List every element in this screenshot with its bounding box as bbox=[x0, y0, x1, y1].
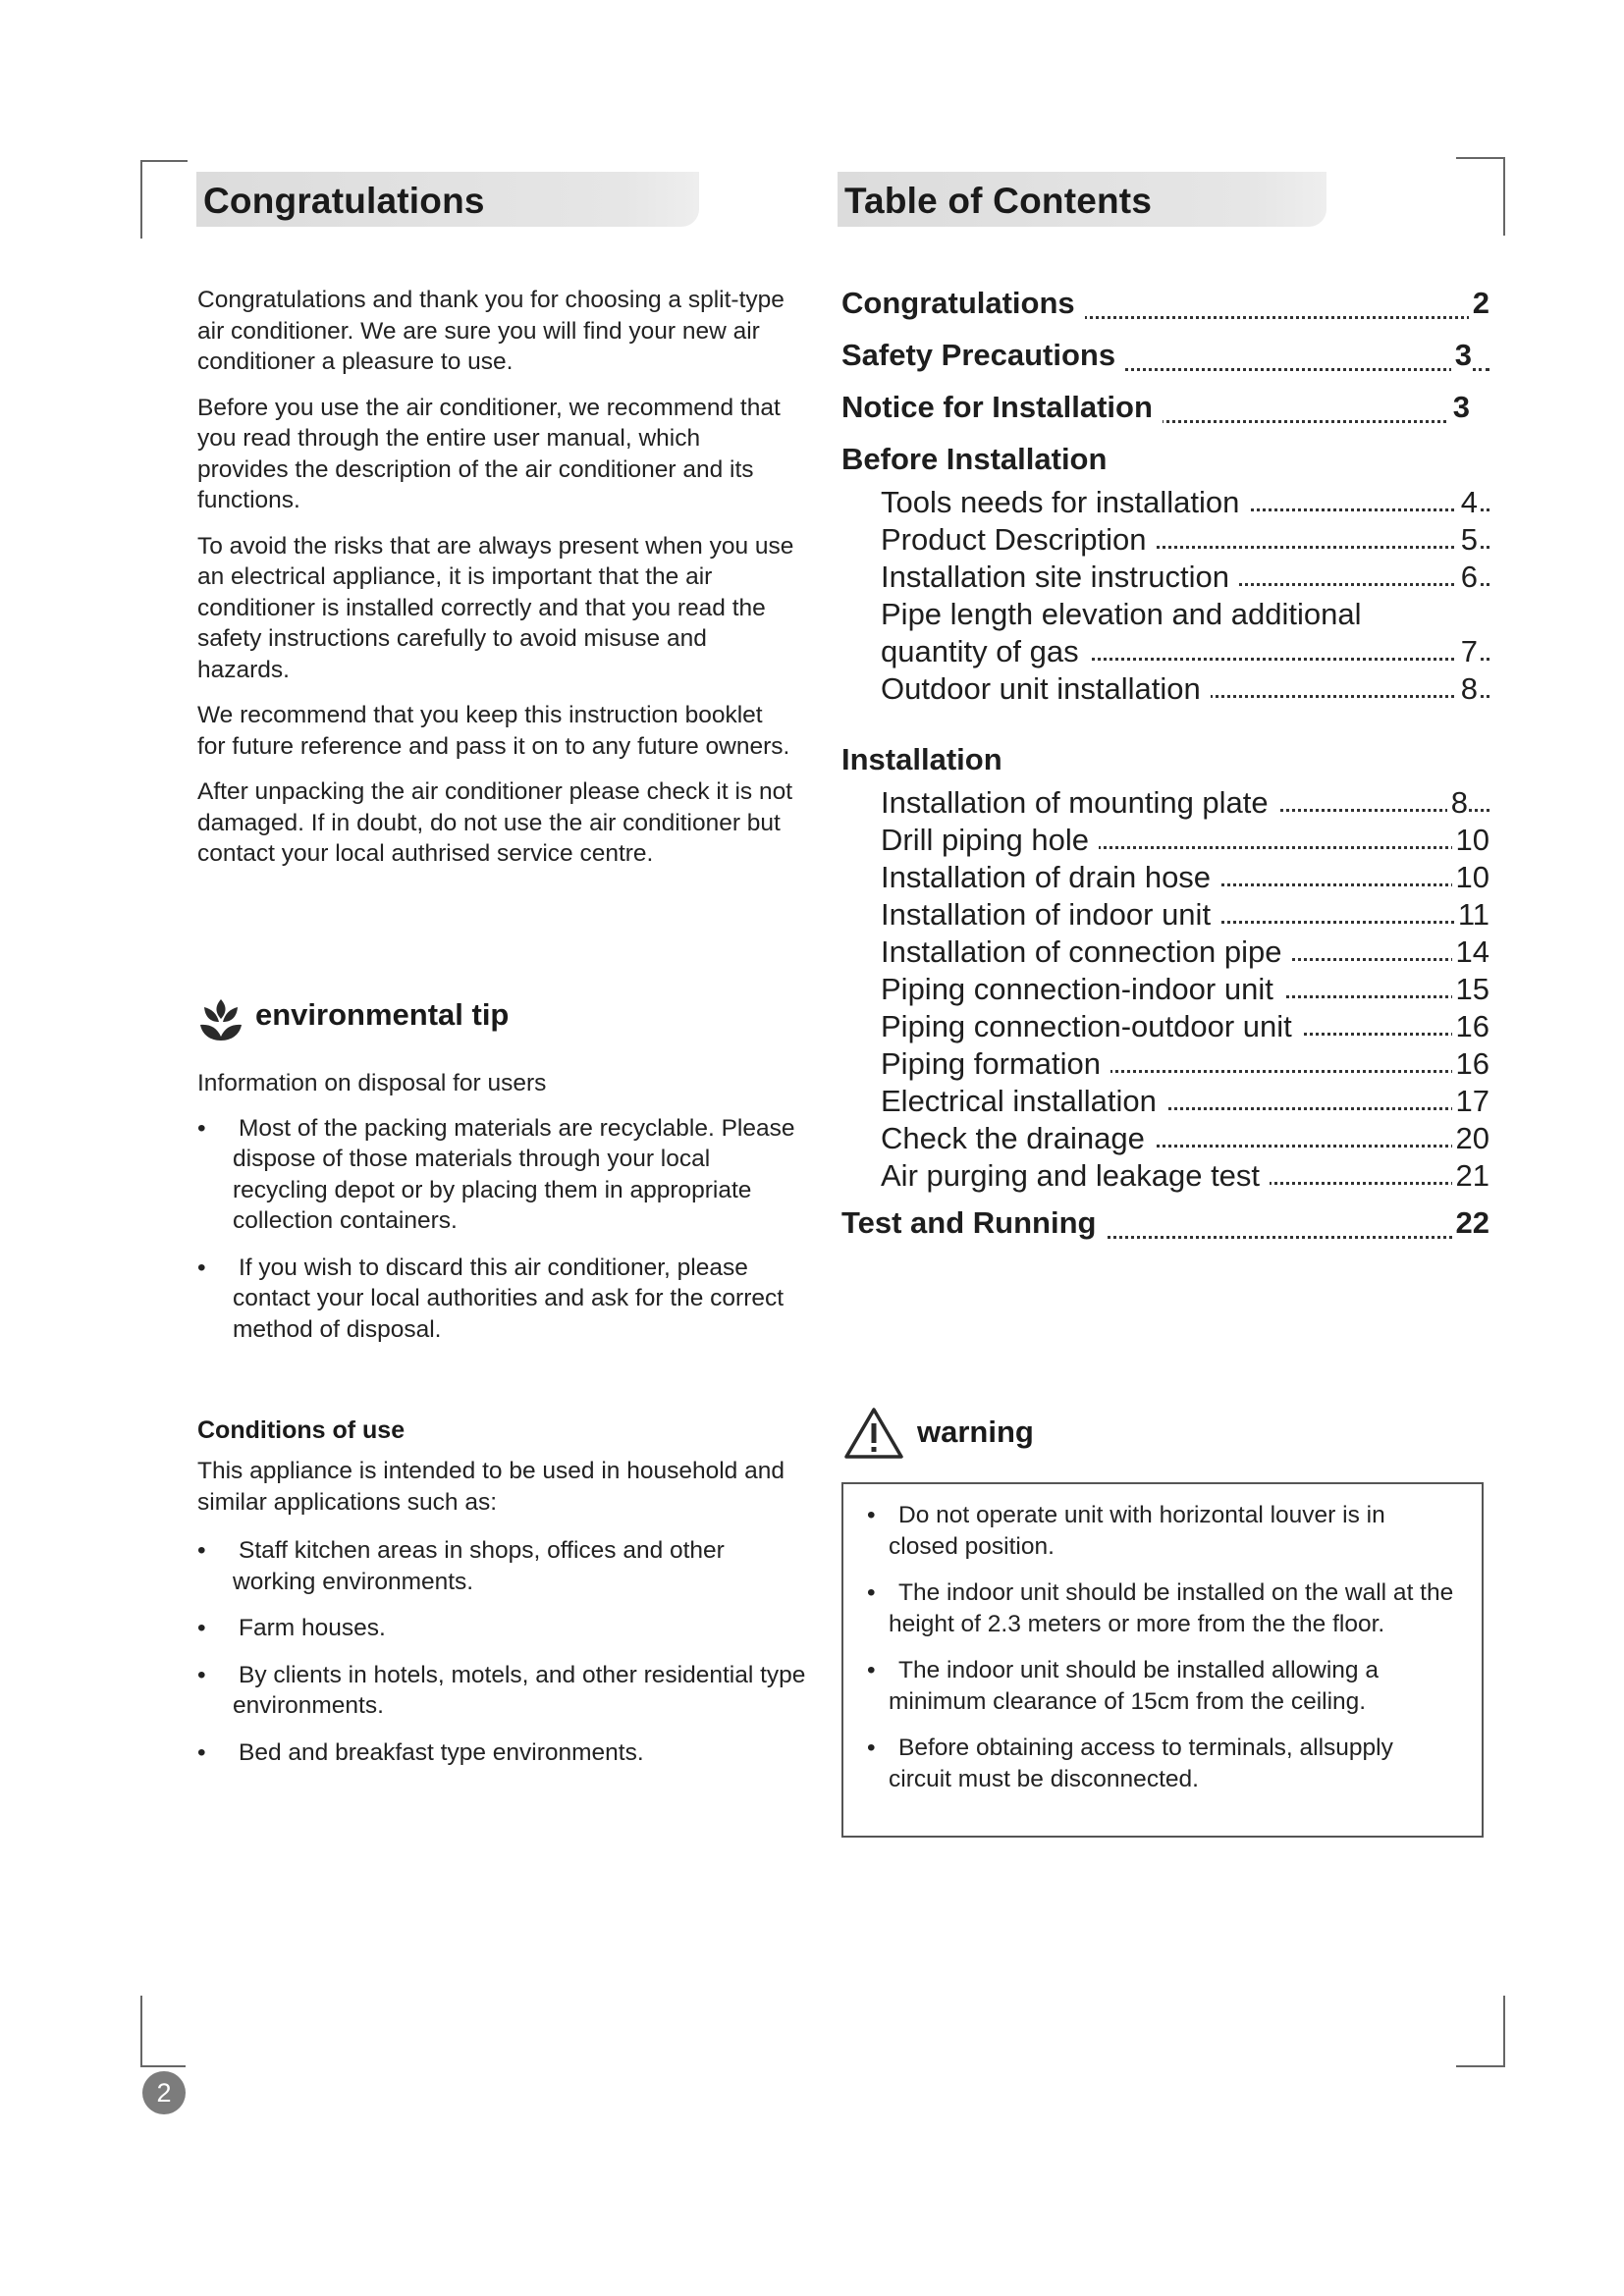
crop-mark-bottom-right-v bbox=[1503, 1996, 1505, 2066]
congratulations-paragraph-2: Before you use the air conditioner, we recommend that you read through the entire user manual, which provides the description of the air conditioner and its functions. bbox=[197, 394, 781, 513]
congratulations-paragraph-3: To avoid the risks that are always present when you use an electrical appliance, it is important that the air conditioner is installed correctly and that you read the safety instructions carefully to avoid misuse and hazards. bbox=[197, 532, 794, 683]
toc-entry-indoor-unit[interactable]: Installation of indoor unit 11 bbox=[881, 897, 1489, 932]
leaf-icon bbox=[196, 995, 245, 1044]
toc-entry-installation-site[interactable]: Installation site instruction 6 bbox=[841, 559, 1489, 596]
toc-entry-air-purging[interactable]: Air purging and leakage test 21 bbox=[881, 1158, 1489, 1193]
bullet-dot: • bbox=[197, 1114, 206, 1142]
environmental-bullet: • If you wish to discard this air conditioner, please contact your local authorities and ask for the correct method of disposal. bbox=[197, 1254, 785, 1343]
congratulations-body bbox=[197, 285, 796, 884]
toc-entry-safety-precautions[interactable]: Safety Precautions 3 bbox=[841, 331, 1489, 383]
conditions-bullet: • Bed and breakfast type environments. bbox=[197, 1737, 806, 1769]
toc-entry-outdoor-unit[interactable]: Outdoor unit installation 8 bbox=[841, 670, 1489, 708]
warning-bullet: • Do not operate unit with horizontal louver is in closed position. bbox=[867, 1502, 1385, 1560]
toc-entry-electrical-installation[interactable]: Electrical installation 17 bbox=[881, 1084, 1489, 1118]
warning-list bbox=[867, 1500, 1456, 1810]
congratulations-paragraph-1: Congratulations and thank you for choosing a split-type air conditioner. We are sure you will find your new air conditioner a pleasure to use. bbox=[197, 287, 785, 375]
toc-entry-connection-pipe[interactable]: Installation of connection pipe 14 bbox=[881, 934, 1489, 969]
toc-entry-drain-hose[interactable]: Installation of drain hose 10 bbox=[881, 860, 1489, 894]
environmental-tip-title: environmental tip bbox=[255, 997, 510, 1032]
toc-header bbox=[838, 172, 1326, 227]
congratulations-header bbox=[196, 172, 699, 227]
toc-entry-product-description[interactable]: Product Description 5 bbox=[841, 521, 1489, 559]
table-of-contents bbox=[841, 279, 1489, 1251]
toc-entry-piping-outdoor[interactable]: Piping connection-outdoor unit 16 bbox=[881, 1009, 1489, 1043]
toc-heading-before-installation: Before Installation bbox=[841, 442, 1108, 476]
warning-title: warning bbox=[917, 1415, 1034, 1449]
environmental-intro: Information on disposal for users bbox=[197, 1070, 547, 1096]
conditions-bullet: • By clients in hotels, motels, and other residential type environments. bbox=[197, 1661, 806, 1719]
bullet-dot: • bbox=[197, 1254, 206, 1281]
warning-triangle-icon bbox=[842, 1406, 905, 1461]
crop-mark-bottom-right-h bbox=[1456, 2065, 1505, 2067]
toc-entry-drill-piping-hole[interactable]: Drill piping hole 10 bbox=[881, 823, 1489, 857]
conditions-intro: This appliance is intended to be used in household and similar applications such as: bbox=[197, 1458, 785, 1516]
warning-heading bbox=[842, 1406, 1235, 1465]
toc-entry-check-drainage[interactable]: Check the drainage 20 bbox=[881, 1121, 1489, 1155]
environmental-tip-heading bbox=[196, 993, 785, 1042]
warning-box bbox=[841, 1482, 1484, 1838]
bullet-dot: • bbox=[867, 1579, 876, 1606]
toc-entry-mounting-plate[interactable]: Installation of mounting plate 8 bbox=[841, 784, 1489, 822]
conditions-title: Conditions of use bbox=[197, 1416, 406, 1444]
toc-entry-notice-for-installation[interactable]: Notice for Installation 3 bbox=[841, 383, 1489, 435]
bullet-dot: • bbox=[867, 1502, 876, 1528]
bullet-dot: • bbox=[197, 1738, 206, 1766]
conditions-body bbox=[197, 1456, 806, 1784]
toc-entry-piping-indoor[interactable]: Piping connection-indoor unit 15 bbox=[881, 972, 1489, 1006]
crop-mark-bottom-left-h bbox=[140, 2065, 186, 2067]
warning-bullet: • The indoor unit should be installed allowing a minimum clearance of 15cm from the ceiling. bbox=[867, 1657, 1379, 1715]
toc-entry-test-and-running[interactable]: Test and Running 22 bbox=[841, 1199, 1489, 1251]
crop-mark-top-right-v bbox=[1503, 157, 1505, 236]
warning-bullet: • Before obtaining access to terminals, allsupply circuit must be disconnected. bbox=[867, 1735, 1393, 1792]
congratulations-header-title: Congratulations bbox=[203, 181, 485, 221]
crop-mark-top-left-h bbox=[140, 160, 188, 162]
toc-entry-piping-formation[interactable]: Piping formation 16 bbox=[881, 1046, 1489, 1081]
congratulations-paragraph-5: After unpacking the air conditioner please check it is not damaged. If in doubt, do not use the air conditioner but contact your local authrised service centre. bbox=[197, 778, 793, 867]
conditions-bullet: • Staff kitchen areas in shops, offices and other working environments. bbox=[197, 1537, 725, 1595]
toc-entry-tools[interactable]: Tools needs for installation 4 bbox=[841, 484, 1489, 521]
bullet-dot: • bbox=[197, 1537, 206, 1564]
toc-entry-congratulations[interactable]: Congratulations 2 bbox=[841, 279, 1489, 331]
toc-heading-installation: Installation bbox=[841, 742, 1002, 776]
bullet-dot: • bbox=[867, 1735, 876, 1761]
crop-mark-bottom-left-v bbox=[140, 1996, 142, 2066]
page-number-badge: 2 bbox=[142, 2071, 186, 2114]
congratulations-paragraph-4: We recommend that you keep this instruction booklet for future reference and pass it on to any future owners. bbox=[197, 702, 790, 760]
toc-entry-pipe-length-line1: Pipe length elevation and additional bbox=[881, 597, 1362, 631]
crop-mark-top-right-h bbox=[1456, 157, 1505, 159]
toc-header-title: Table of Contents bbox=[844, 181, 1153, 221]
toc-entry-quantity-of-gas[interactable]: quantity of gas 7 bbox=[841, 633, 1489, 670]
environmental-bullet: • Most of the packing materials are recyclable. Please dispose of those materials through your local recycling depot or by placing them in appropriate collection containers. bbox=[197, 1114, 795, 1234]
bullet-dot: • bbox=[197, 1615, 206, 1641]
warning-bullet: • The indoor unit should be installed on the wall at the height of 2.3 meters or more from the the floor. bbox=[867, 1579, 1454, 1637]
conditions-bullet: • Farm houses. bbox=[197, 1613, 806, 1644]
bullet-dot: • bbox=[867, 1657, 876, 1683]
crop-mark-top-left-v bbox=[140, 160, 142, 239]
environmental-tip-body bbox=[197, 1068, 806, 1361]
bullet-dot: • bbox=[197, 1661, 206, 1688]
